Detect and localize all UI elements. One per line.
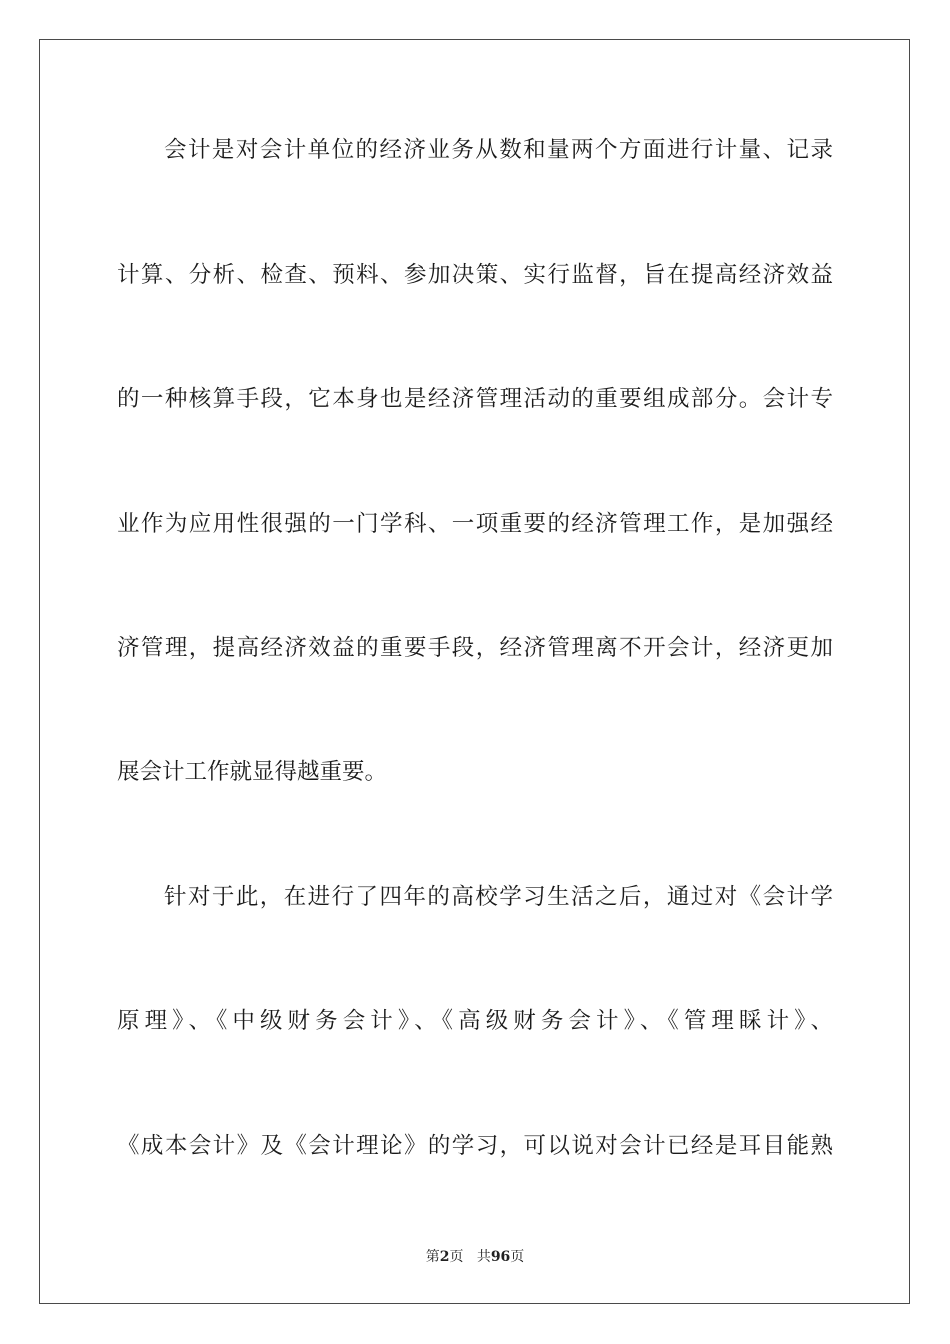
paragraph-2-line-1: 针对于此，在进行了四年的高校学习生活之后，通过对《会计学: [164, 884, 833, 910]
paragraph-1-line-6: 展会计工作就显得越重要。: [117, 759, 388, 785]
paragraph-1-line-2: 计算、分析、检查、预料、参加决策、实行监督，旨在提高经济效益: [117, 262, 833, 288]
page-frame: [39, 39, 910, 1304]
footer-page-unit: 页: [449, 1249, 464, 1265]
footer-prefix: 第: [425, 1249, 440, 1265]
paragraph-1-line-1: 会计是对会计单位的经济业务从数和量两个方面进行计量、记录: [164, 137, 833, 163]
paragraph-2-line-2: 原理》、《中级财务会计》、《高级财务会计》、《管理睬计》、: [117, 1008, 833, 1034]
paragraph-1-line-3: 的一种核算手段，它本身也是经济管理活动的重要组成部分。会计专: [117, 386, 833, 412]
paragraph-2-line-3: 《成本会计》及《会计理论》的学习，可以说对会计已经是耳目能熟: [117, 1133, 833, 1159]
page-footer: [0, 1248, 950, 1266]
footer-total-prefix: 共: [476, 1249, 491, 1265]
footer-current-page: 2: [439, 1249, 450, 1265]
footer-total-unit: 页: [510, 1249, 525, 1265]
paragraph-1-line-5: 济管理，提高经济效益的重要手段，经济管理离不开会计，经济更加: [117, 635, 833, 661]
footer-total-pages: 96: [490, 1249, 511, 1265]
paragraph-1-line-4: 业作为应用性很强的一门学科、一项重要的经济管理工作，是加强经: [117, 511, 833, 537]
